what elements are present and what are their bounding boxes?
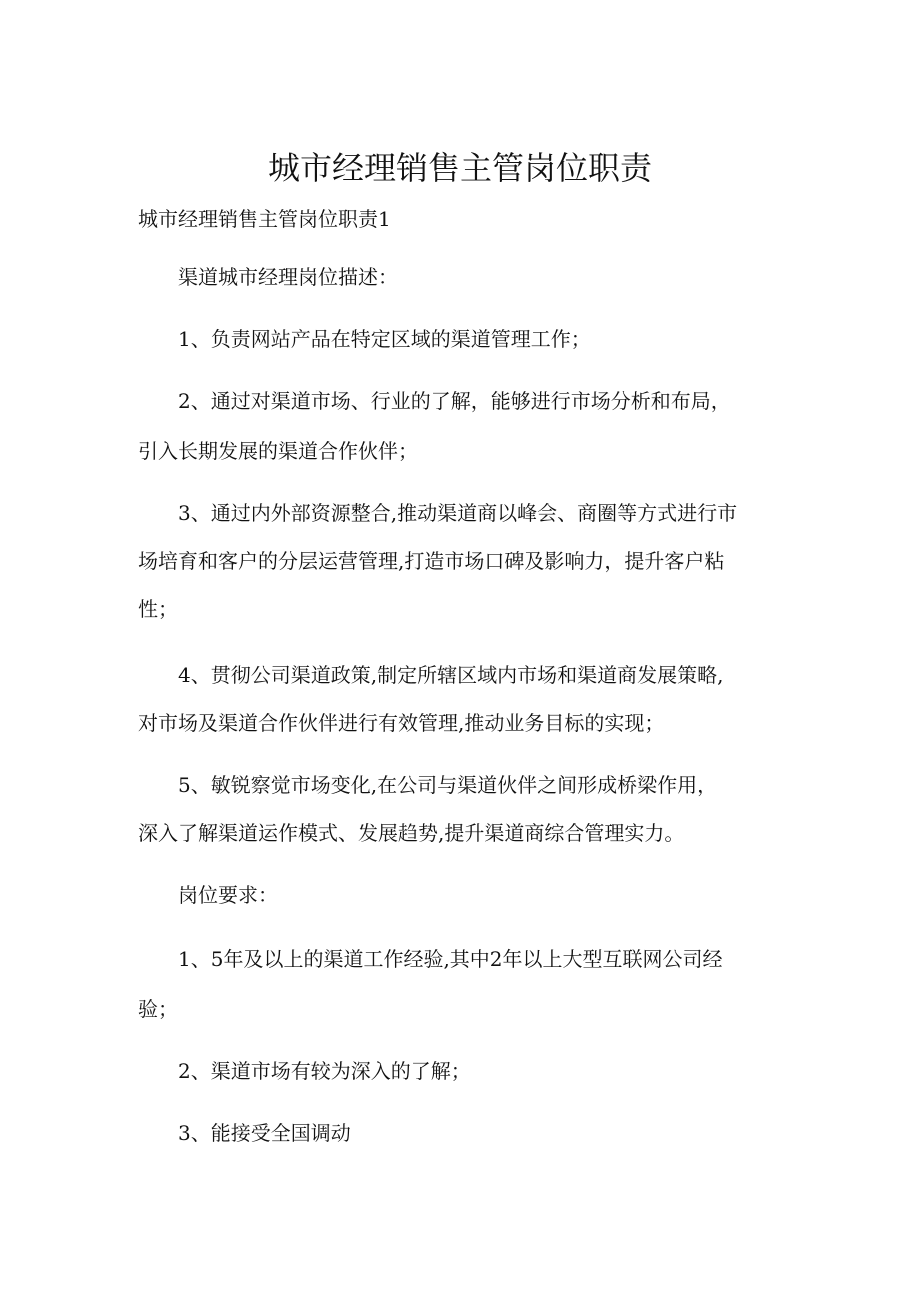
requirement-item-2-line-1: 2、渠道市场有较为深入的了解；	[178, 1059, 471, 1083]
duty-item-3-line-3: 性；	[138, 597, 178, 621]
document-subtitle: 城市经理销售主管岗位职责1	[138, 207, 391, 231]
duty-item-3-line-1: 3、通过内外部资源整合,推动渠道商以峰会、商圈等方式进行市	[178, 501, 738, 525]
requirement-item-3-line-1: 3、能接受全国调动	[178, 1121, 351, 1145]
duty-item-3-line-2: 场培育和客户的分层运营管理,打造市场口碑及影响力，提升客户粘	[138, 549, 725, 573]
document-title: 城市经理销售主管岗位职责	[267, 149, 652, 187]
duty-item-5-line-1: 5、敏锐察觉市场变化,在公司与渠道伙伴之间形成桥梁作用，	[178, 773, 718, 797]
requirement-item-1-line-1: 1、5年及以上的渠道工作经验,其中2年以上大型互联网公司经	[178, 947, 723, 971]
duty-item-1-line-1: 1、负责网站产品在特定区域的渠道管理工作；	[178, 327, 591, 351]
requirement-item-1-line-2: 验；	[138, 997, 178, 1021]
duty-item-2-line-1: 2、通过对渠道市场、行业的了解，能够进行市场分析和布局，	[178, 389, 731, 413]
section-heading-requirements: 岗位要求：	[178, 883, 278, 907]
section-heading-description: 渠道城市经理岗位描述：	[178, 265, 398, 289]
duty-item-4-line-2: 对市场及渠道合作伙伴进行有效管理,推动业务目标的实现；	[138, 711, 665, 735]
duty-item-5-line-2: 深入了解渠道运作模式、发展趋势,提升渠道商综合管理实力。	[138, 821, 685, 845]
duty-item-2-line-2: 引入长期发展的渠道合作伙伴；	[138, 439, 418, 463]
duty-item-4-line-1: 4、贯彻公司渠道政策,制定所辖区域内市场和渠道商发展策略,	[178, 663, 724, 687]
